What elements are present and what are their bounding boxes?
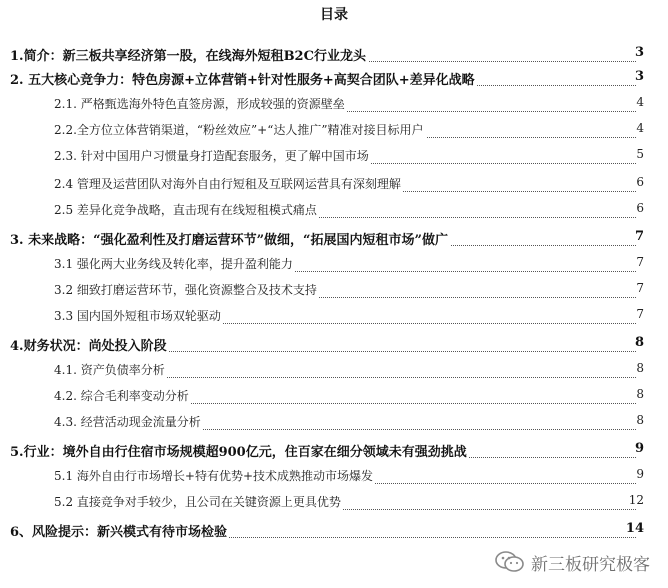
toc-entry[interactable] [0,147,668,171]
toc-entry-page: 6 [636,175,644,189]
toc-entry-page: 12 [628,493,644,507]
wechat-icon [495,550,525,574]
toc-entry-label: 5.2 直接竞争对手较少，且公司在关键资源上更具优势 [54,495,341,509]
toc-entry[interactable] [0,493,668,517]
toc-entry[interactable] [0,387,668,411]
toc-entry[interactable] [0,201,668,225]
toc-entry-label: 3.2 细致打磨运营环节，强化资源整合及技术支持 [54,283,317,297]
toc-entry[interactable] [0,467,668,491]
toc-entry-page: 7 [636,307,644,321]
toc-entry-label: 5.行业：境外自由行住宿市场规模超900亿元，住百家在细分领域未有强劲挑战 [10,441,469,460]
toc-entry-page: 3 [634,45,644,60]
toc-entry[interactable] [0,413,668,437]
toc-entry-page: 7 [636,281,644,295]
toc-entry-page: 7 [636,255,644,269]
toc-entry[interactable] [0,229,668,253]
toc-entry-label: 4.1. 资产负债率分析 [54,363,165,377]
toc-entry[interactable] [0,441,668,465]
toc-entry[interactable] [0,281,668,305]
toc-entry[interactable] [0,255,668,279]
toc-entry[interactable] [0,521,668,545]
toc-entry-label: 2.3. 针对中国用户习惯量身打造配套服务，更了解中国市场 [54,149,369,163]
toc-entry-page: 4 [636,95,644,109]
toc-entry-page: 8 [636,387,644,401]
toc-entry-page: 9 [636,467,644,481]
watermark [491,544,654,580]
toc-entry-page: 7 [634,229,644,244]
toc-entry-label: 1.简介：新三板共享经济第一股，在线海外短租B2C行业龙头 [10,45,368,64]
toc-entry-page: 5 [636,147,644,161]
toc-title: 目录 [320,7,348,23]
toc-entry-page: 3 [634,69,644,84]
toc-entry-page: 8 [636,413,644,427]
toc-entry[interactable] [0,45,668,69]
toc-entry[interactable] [0,335,668,359]
toc-entry-label: 2. 五大核心竞争力：特色房源+立体营销+针对性服务+高契合团队+差异化战略 [10,69,477,88]
toc-entry-label: 5.1 海外自由行市场增长+特有优势+技术成熟推动市场爆发 [54,469,374,483]
toc-entry-label: 2.5 差异化竞争战略，直击现有在线短租模式痛点 [54,203,317,217]
toc-entry-label: 4.2. 综合毛利率变动分析 [54,389,189,403]
toc-entry[interactable] [0,69,668,93]
watermark-text: 新三板研究极客 [531,554,650,575]
toc-entry[interactable] [0,95,668,119]
toc-entry-label: 3.1 强化两大业务线及转化率，提升盈利能力 [54,257,293,271]
toc-entry-label: 3. 未来战略：“强化盈利性及打磨运营环节”做细，“拓展国内短租市场”做广 [10,229,450,248]
toc-entry-label: 4.3. 经营活动现金流量分析 [54,415,201,429]
toc-entry-page: 4 [636,121,644,135]
toc-entry-page: 9 [634,441,644,456]
toc-entry[interactable] [0,361,668,385]
toc-entry-page: 8 [634,335,644,350]
toc-entry-page: 6 [636,201,644,215]
toc-entry-label: 2.4 管理及运营团队对海外自由行短租及互联网运营具有深刻理解 [54,177,401,191]
toc-entry-page: 14 [625,521,644,536]
toc-entry-label: 6、风险提示：新兴模式有待市场检验 [10,521,229,540]
toc-entry-label: 4.财务状况：尚处投入阶段 [10,335,169,354]
toc-entry[interactable] [0,307,668,331]
toc-entry-page: 8 [636,361,644,375]
toc-entry-label: 2.2.全方位立体营销渠道，“粉丝效应”+“达人推广”精准对接目标用户 [54,123,424,137]
toc-entry-label: 2.1. 严格甄选海外特色直签房源，形成较强的资源壁垒 [54,97,345,111]
toc-entry-label: 3.3 国内国外短租市场双轮驱动 [54,309,221,323]
toc-entry[interactable] [0,121,668,145]
toc-entry[interactable] [0,175,668,199]
